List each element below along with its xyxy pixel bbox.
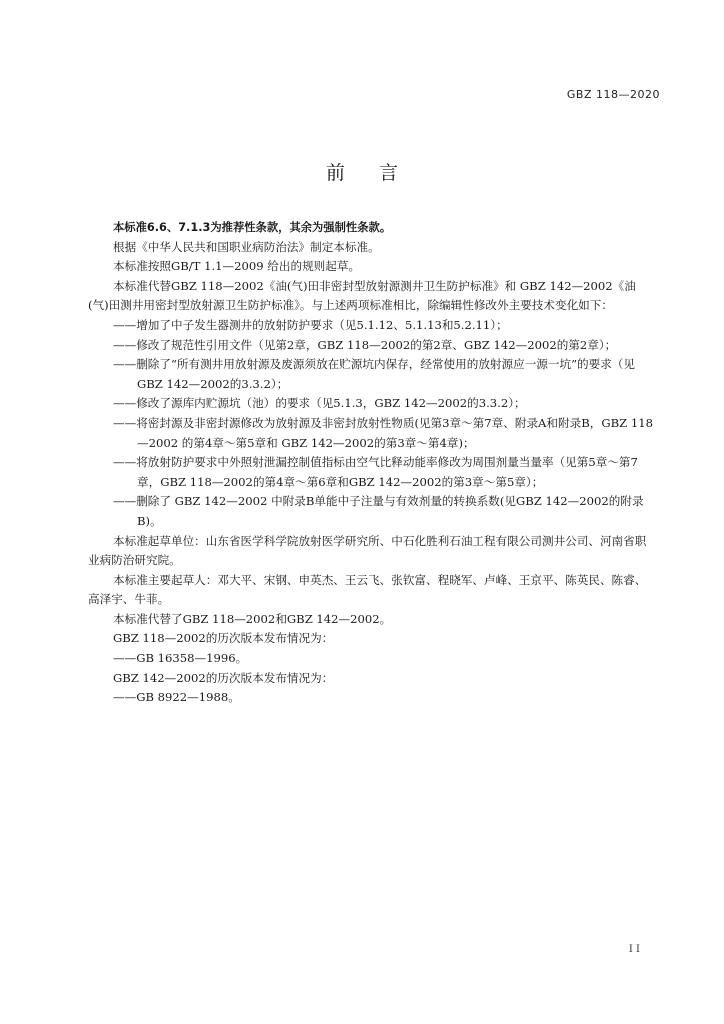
change-item: ——删除了 GBZ 142—2002 中附录B单能中子注量与有效剂量的转换系数(见GBZ 142—2002的附录B)。 [113, 494, 644, 528]
history-item-142: ——GB 8922—1988。 [113, 690, 240, 705]
paragraph-clause-note: 本标准6.6、7.1.3为推荐性条款，其余为强制性条款。 [113, 221, 392, 234]
history-item-118: ——GB 16358—1996。 [113, 651, 248, 666]
standard-code: GBZ 118—2020 [566, 88, 660, 101]
paragraph-drafting-rules: 本标准按照GB/T 1.1—2009 给出的规则起草。 [113, 259, 361, 274]
paragraph-drafters: 本标准主要起草人：邓大平、宋钢、申英杰、王云飞、张钦富、程晓军、卢峰、王京平、陈英民、陈睿、高泽宇、牛菲。 [88, 572, 647, 607]
change-item: ——将放射防护要求中外照射泄漏控制值指标由空气比释动能率修改为周围剂量当量率（见第5章～第7章，GBZ 118—2002的第4章～第6章和GBZ 142—2002的第3章～第5章）； [113, 455, 638, 489]
change-item: ——修改了源库内贮源坑（池）的要求（见5.1.3，GBZ 142—2002的3.3.2）； [113, 396, 526, 411]
paragraph-history-142: GBZ 142—2002的历次版本发布情况为： [113, 670, 334, 685]
paragraph-basis: 根据《中华人民共和国职业病防治法》制定本标准。 [113, 239, 380, 254]
page-title [0, 158, 724, 185]
paragraph-drafting-units: 本标准起草单位：山东省医学科学院放射医学研究所、中石化胜利石油工程有限公司测井公司、河南省职业病防治研究院。 [88, 533, 647, 568]
paragraph-history-118: GBZ 118—2002的历次版本发布情况为： [113, 631, 334, 646]
paragraph-replaces: 本标准代替了GBZ 118—2002和GBZ 142—2002。 [113, 611, 392, 626]
change-item: ——增加了中子发生器测井的放射防护要求（见5.1.12、5.1.13和5.2.11）； [113, 317, 508, 332]
title-char-2: 言 [379, 162, 399, 184]
change-item: ——将密封源及非密封源修改为放射源及非密封放射性物质(见第3章～第7章、附录A和附录B，GBZ 118—2002 的第4章～第5章和 GBZ 142—2002的第3章～第4章)； [113, 415, 653, 450]
change-item: ——删除了“所有测井用放射源及废源须放在贮源坑内保存，经常使用的放射源应一源一坑”的要求（见GBZ 142—2002的3.3.2）； [113, 357, 635, 391]
title-char-1: 前 [325, 162, 345, 184]
foreword-body [88, 218, 656, 708]
paragraph-replacement: 本标准代替GBZ 118—2002《油(气)田非密封型放射源测井卫生防护标准》和 GBZ 142—2002《油(气)田测井用密封型放射源卫生防护标准》。与上述两项标准相比，除编辑性修改外主要技术变化如下： [88, 278, 636, 313]
page-number: I I [628, 944, 640, 955]
change-item: ——修改了规范性引用文件（见第2章，GBZ 118—2002的第2章、GBZ 142—2002的第2章）； [113, 337, 617, 352]
